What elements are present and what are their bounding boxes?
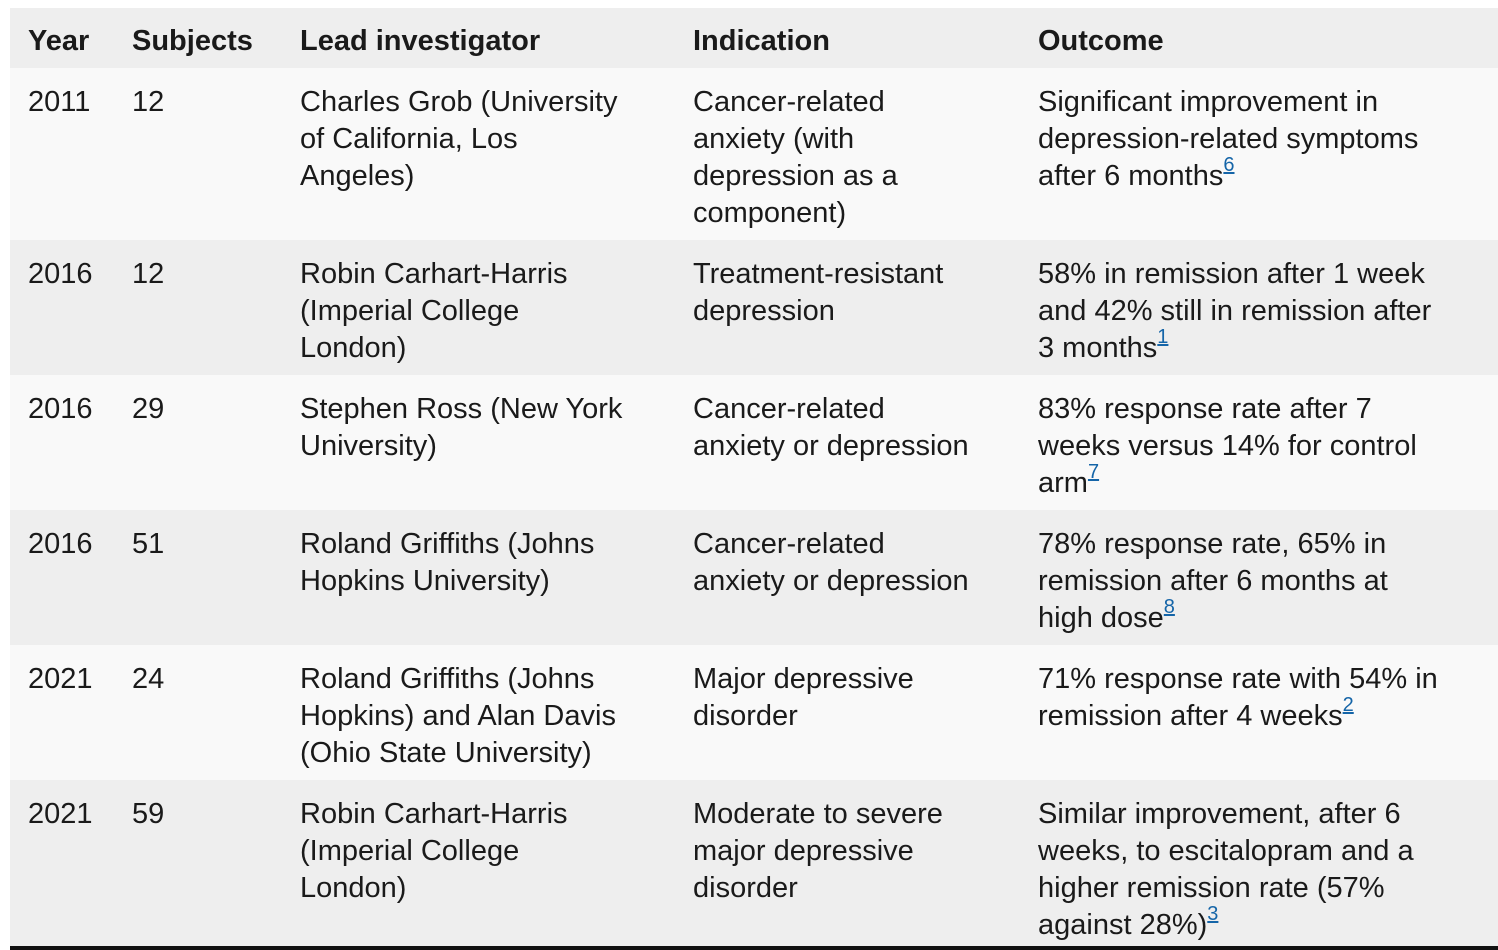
cell-outcome-line — [1038, 326, 1498, 367]
cell-indication-line — [693, 195, 1020, 232]
footnote-ref — [1157, 326, 1168, 348]
cell-year: 2021 — [28, 798, 93, 830]
header-subjects: Subjects — [132, 24, 253, 57]
cell-outcome-line — [1038, 563, 1498, 600]
cell-outcome-line — [1038, 796, 1498, 833]
cell-indication-line — [693, 121, 1020, 158]
cell-outcome-text: higher remission rate (57% — [1038, 872, 1385, 904]
cell-lead-investigator-line — [300, 84, 675, 121]
cell-outcome — [1020, 645, 1498, 780]
cell-indication-line — [693, 158, 1020, 195]
trials-table-container — [10, 8, 1498, 950]
cell-outcome-text: arm — [1038, 467, 1088, 499]
cell-lead-investigator — [282, 240, 675, 375]
cell-outcome-text: high dose — [1038, 602, 1164, 634]
cell-subjects: 12 — [132, 86, 165, 118]
cell-outcome-line — [1038, 661, 1498, 698]
cell-lead-investigator-line — [300, 661, 675, 698]
cell-indication-line — [693, 698, 1020, 735]
cell-outcome-text: 71% response rate with 54% in — [1038, 663, 1438, 695]
cell-indication-text: depression — [693, 295, 835, 327]
cell-indication-text: Cancer-related — [693, 393, 885, 425]
cell-outcome-text: 78% response rate, 65% in — [1038, 528, 1387, 560]
cell-indication-text: Moderate to severe — [693, 798, 943, 830]
cell-outcome — [1020, 68, 1498, 240]
cell-outcome-text: after 6 months — [1038, 160, 1224, 192]
cell-outcome-text: against 28%) — [1038, 909, 1208, 941]
cell-indication-text: Major depressive — [693, 663, 914, 695]
cell-lead-investigator-line — [300, 330, 675, 367]
cell-lead-investigator-line — [300, 293, 675, 330]
cell-subjects: 24 — [132, 663, 165, 695]
cell-outcome-line — [1038, 256, 1498, 293]
footnote-link[interactable]: 3 — [1207, 903, 1219, 925]
cell-lead-investigator-text: Robin Carhart-Harris — [300, 258, 568, 290]
cell-outcome — [1020, 780, 1498, 950]
cell-indication-text: disorder — [693, 700, 798, 732]
table-row — [10, 780, 1498, 950]
cell-outcome — [1020, 510, 1498, 645]
cell-subjects: 29 — [132, 393, 165, 425]
cell-indication-text: major depressive — [693, 835, 914, 867]
cell-indication-text: Treatment-resistant — [693, 258, 944, 290]
cell-outcome-text: 3 months — [1038, 332, 1158, 364]
footnote-ref — [1343, 694, 1354, 716]
cell-year: 2016 — [28, 393, 93, 425]
cell-indication-text: component) — [693, 197, 847, 229]
cell-outcome-text: Significant improvement in — [1038, 86, 1379, 118]
cell-subjects: 12 — [132, 258, 165, 290]
cell-subjects: 59 — [132, 798, 165, 830]
header-year: Year — [28, 24, 90, 57]
cell-outcome-text: weeks, to escitalopram and a — [1038, 835, 1414, 867]
footnote-ref — [1164, 596, 1175, 618]
footnote-ref — [1088, 461, 1099, 483]
cell-indication-line — [693, 526, 1020, 563]
cell-indication-line — [693, 563, 1020, 600]
cell-outcome-line — [1038, 596, 1498, 637]
cell-lead-investigator-text: Roland Griffiths (Johns — [300, 663, 595, 695]
cell-indication-line — [693, 428, 1020, 465]
cell-outcome-line — [1038, 84, 1498, 121]
cell-indication-text: Cancer-related — [693, 528, 885, 560]
cell-lead-investigator-line — [300, 735, 675, 772]
cell-outcome-text: and 42% still in remission after — [1038, 295, 1432, 327]
cell-outcome-line — [1038, 526, 1498, 563]
cell-indication — [675, 780, 1020, 950]
cell-lead-investigator-line — [300, 158, 675, 195]
cell-indication-line — [693, 256, 1020, 293]
cell-lead-investigator — [282, 645, 675, 780]
cell-outcome-line — [1038, 833, 1498, 870]
cell-outcome-text: weeks versus 14% for control — [1038, 430, 1417, 462]
cell-indication-text: depression as a — [693, 160, 898, 192]
cell-indication-text: anxiety (with — [693, 123, 855, 155]
cell-indication-line — [693, 796, 1020, 833]
table-row — [10, 240, 1498, 375]
cell-year: 2011 — [28, 86, 91, 118]
cell-outcome-line — [1038, 428, 1498, 465]
cell-lead-investigator-line — [300, 796, 675, 833]
cell-indication-text: disorder — [693, 872, 798, 904]
cell-outcome-line — [1038, 903, 1498, 944]
cell-lead-investigator-text: (Ohio State University) — [300, 737, 592, 769]
cell-lead-investigator-line — [300, 428, 675, 465]
cell-indication — [675, 645, 1020, 780]
cell-outcome-text: Similar improvement, after 6 — [1038, 798, 1401, 830]
cell-outcome-text: remission after 4 weeks — [1038, 700, 1343, 732]
cell-outcome-line — [1038, 293, 1498, 330]
cell-outcome-line — [1038, 870, 1498, 907]
cell-lead-investigator-line — [300, 256, 675, 293]
footnote-link[interactable]: 2 — [1342, 694, 1354, 716]
cell-lead-investigator-text: (Imperial College — [300, 835, 520, 867]
cell-indication — [675, 68, 1020, 240]
cell-year: 2016 — [28, 258, 93, 290]
footnote-ref — [1207, 903, 1218, 925]
cell-indication-line — [693, 661, 1020, 698]
cell-indication-line — [693, 293, 1020, 330]
cell-lead-investigator-text: Robin Carhart-Harris — [300, 798, 568, 830]
cell-lead-investigator — [282, 780, 675, 950]
cell-lead-investigator-text: Roland Griffiths (Johns — [300, 528, 595, 560]
cell-lead-investigator-line — [300, 833, 675, 870]
cell-lead-investigator-text: of California, Los — [300, 123, 518, 155]
cell-year: 2021 — [28, 663, 93, 695]
footnote-link[interactable]: 6 — [1223, 154, 1235, 176]
cell-lead-investigator-line — [300, 870, 675, 907]
table-row — [10, 68, 1498, 240]
cell-indication — [675, 510, 1020, 645]
cell-lead-investigator — [282, 68, 675, 240]
cell-outcome-text: 58% in remission after 1 week — [1038, 258, 1425, 290]
cell-indication-text: anxiety or depression — [693, 565, 969, 597]
cell-outcome — [1020, 240, 1498, 375]
cell-indication — [675, 375, 1020, 510]
cell-lead-investigator-text: Angeles) — [300, 160, 415, 192]
header-outcome: Outcome — [1038, 24, 1164, 57]
cell-lead-investigator — [282, 375, 675, 510]
cell-year: 2016 — [28, 528, 93, 560]
cell-lead-investigator — [282, 510, 675, 645]
cell-lead-investigator-text: Charles Grob (University — [300, 86, 618, 118]
cell-outcome-line — [1038, 694, 1498, 735]
cell-lead-investigator-line — [300, 391, 675, 428]
cell-lead-investigator-text: Stephen Ross (New York — [300, 393, 623, 425]
cell-outcome-line — [1038, 154, 1498, 195]
header-lead-investigator: Lead investigator — [300, 24, 541, 57]
cell-lead-investigator-line — [300, 526, 675, 563]
header-indication: Indication — [693, 24, 830, 57]
footnote-ref — [1223, 154, 1234, 176]
cell-lead-investigator-text: Hopkins) and Alan Davis — [300, 700, 616, 732]
cell-outcome-line — [1038, 391, 1498, 428]
table-row — [10, 375, 1498, 510]
cell-outcome-text: 83% response rate after 7 — [1038, 393, 1372, 425]
cell-indication — [675, 240, 1020, 375]
footnote-link[interactable]: 8 — [1163, 596, 1175, 618]
cell-outcome-text: depression-related symptoms — [1038, 123, 1419, 155]
cell-lead-investigator-text: University) — [300, 430, 437, 462]
cell-indication-text: anxiety or depression — [693, 430, 969, 462]
cell-outcome-line — [1038, 121, 1498, 158]
cell-outcome — [1020, 375, 1498, 510]
cell-lead-investigator-text: London) — [300, 332, 407, 364]
cell-lead-investigator-line — [300, 698, 675, 735]
footnote-link[interactable]: 7 — [1087, 461, 1100, 483]
cell-indication-line — [693, 870, 1020, 907]
cell-outcome-text: remission after 6 months at — [1038, 565, 1388, 597]
cell-indication-line — [693, 833, 1020, 870]
cell-lead-investigator-text: (Imperial College — [300, 295, 520, 327]
cell-indication-line — [693, 84, 1020, 121]
cell-subjects: 51 — [132, 528, 165, 560]
trials-table — [10, 8, 1498, 950]
cell-outcome-line — [1038, 461, 1498, 502]
cell-lead-investigator-line — [300, 563, 675, 600]
table-row — [10, 510, 1498, 645]
cell-lead-investigator-text: London) — [300, 872, 407, 904]
cell-indication-text: Cancer-related — [693, 86, 885, 118]
footnote-link[interactable]: 1 — [1157, 326, 1169, 348]
cell-lead-investigator-line — [300, 121, 675, 158]
table-header-row — [10, 8, 1498, 68]
table-row — [10, 645, 1498, 780]
cell-lead-investigator-text: Hopkins University) — [300, 565, 550, 597]
cell-indication-line — [693, 391, 1020, 428]
